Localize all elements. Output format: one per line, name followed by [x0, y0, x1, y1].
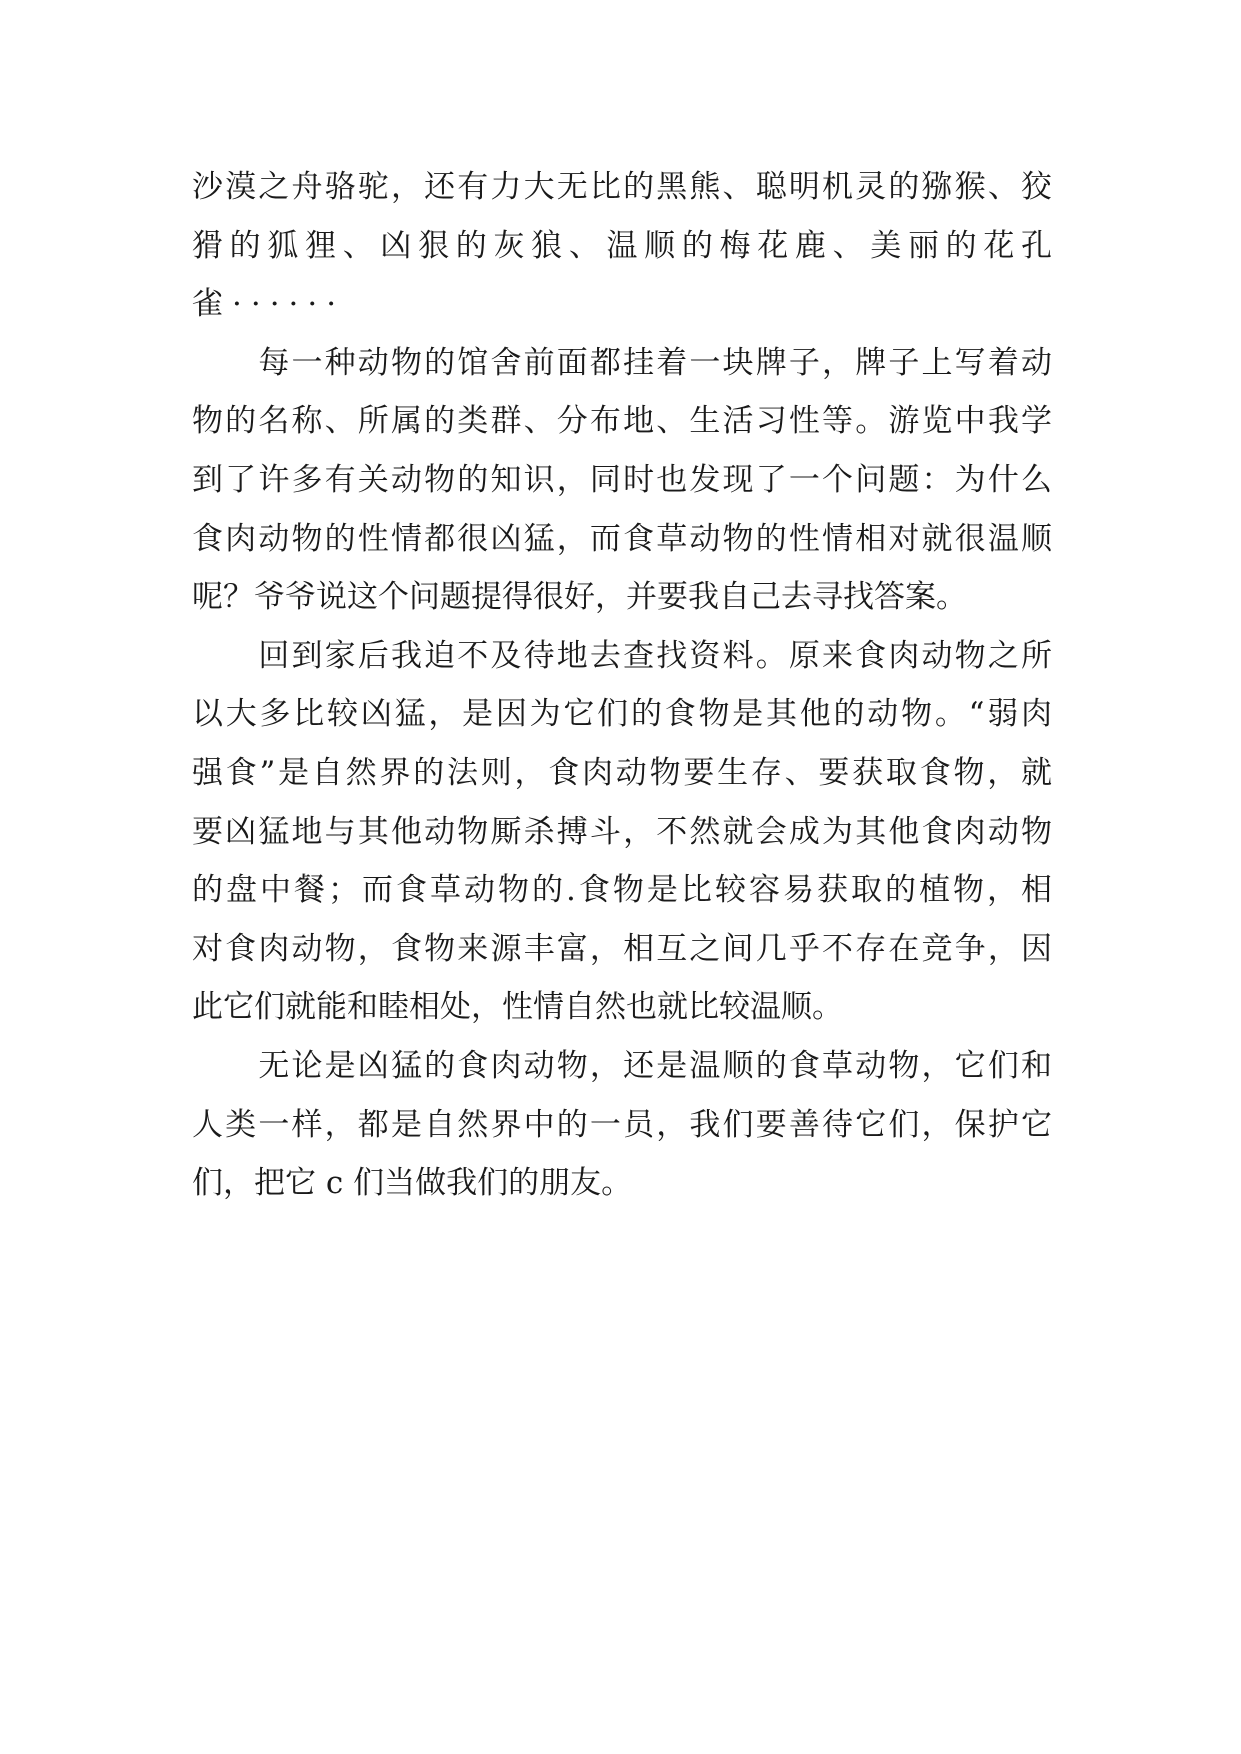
text-line: 食肉动物的性情都很凶猛，而食草动物的性情相对就很温顺: [192, 520, 1052, 557]
text-line: 物的名称、所属的类群、分布地、生活习性等。游览中我学: [192, 403, 1052, 440]
text-line: 对食肉动物，食物来源丰富，相互之间几乎不存在竞争，因: [192, 930, 1052, 967]
text-line: 强食”是自然界的法则，食肉动物要生存、要获取食物，就: [192, 754, 1052, 791]
text-line: 沙漠之舟骆驼，还有力大无比的黑熊、聪明机灵的猕猴、狡: [192, 169, 1052, 205]
text-line: 的盘中餐；而食草动物的.食物是比较容易获取的植物，相: [192, 872, 1052, 909]
text-line: 人类一样，都是自然界中的一员，我们要善待它们，保护它: [192, 1106, 1052, 1143]
text-line: 雀······: [192, 286, 346, 323]
text-line: 到了许多有关动物的知识，同时也发现了一个问题：为什么: [192, 461, 1052, 498]
text-line: 呢？爷爷说这个问题提得很好，并要我自己去寻找答案。: [192, 579, 967, 616]
text-line: 每一种动物的馆舍前面都挂着一块牌子，牌子上写着动: [192, 344, 1052, 381]
text-line: 无论是凶猛的食肉动物，还是温顺的食草动物，它们和: [192, 1047, 1052, 1084]
text-line: 回到家后我迫不及待地去查找资料。原来食肉动物之所: [192, 637, 1052, 674]
text-line: 们，把它 c 们当做我们的朋友。: [192, 1165, 633, 1202]
text-line: 以大多比较凶猛，是因为它们的食物是其他的动物。“弱肉: [192, 696, 1052, 733]
essay-body: [192, 158, 1052, 1213]
text-line: 此它们就能和睦相处，性情自然也就比较温顺。: [192, 989, 843, 1026]
text-line: 要凶猛地与其他动物厮杀搏斗，不然就会成为其他食肉动物: [192, 813, 1052, 850]
text-line: 猾的狐狸、凶狠的灰狼、温顺的梅花鹿、美丽的花孔: [192, 227, 1052, 264]
